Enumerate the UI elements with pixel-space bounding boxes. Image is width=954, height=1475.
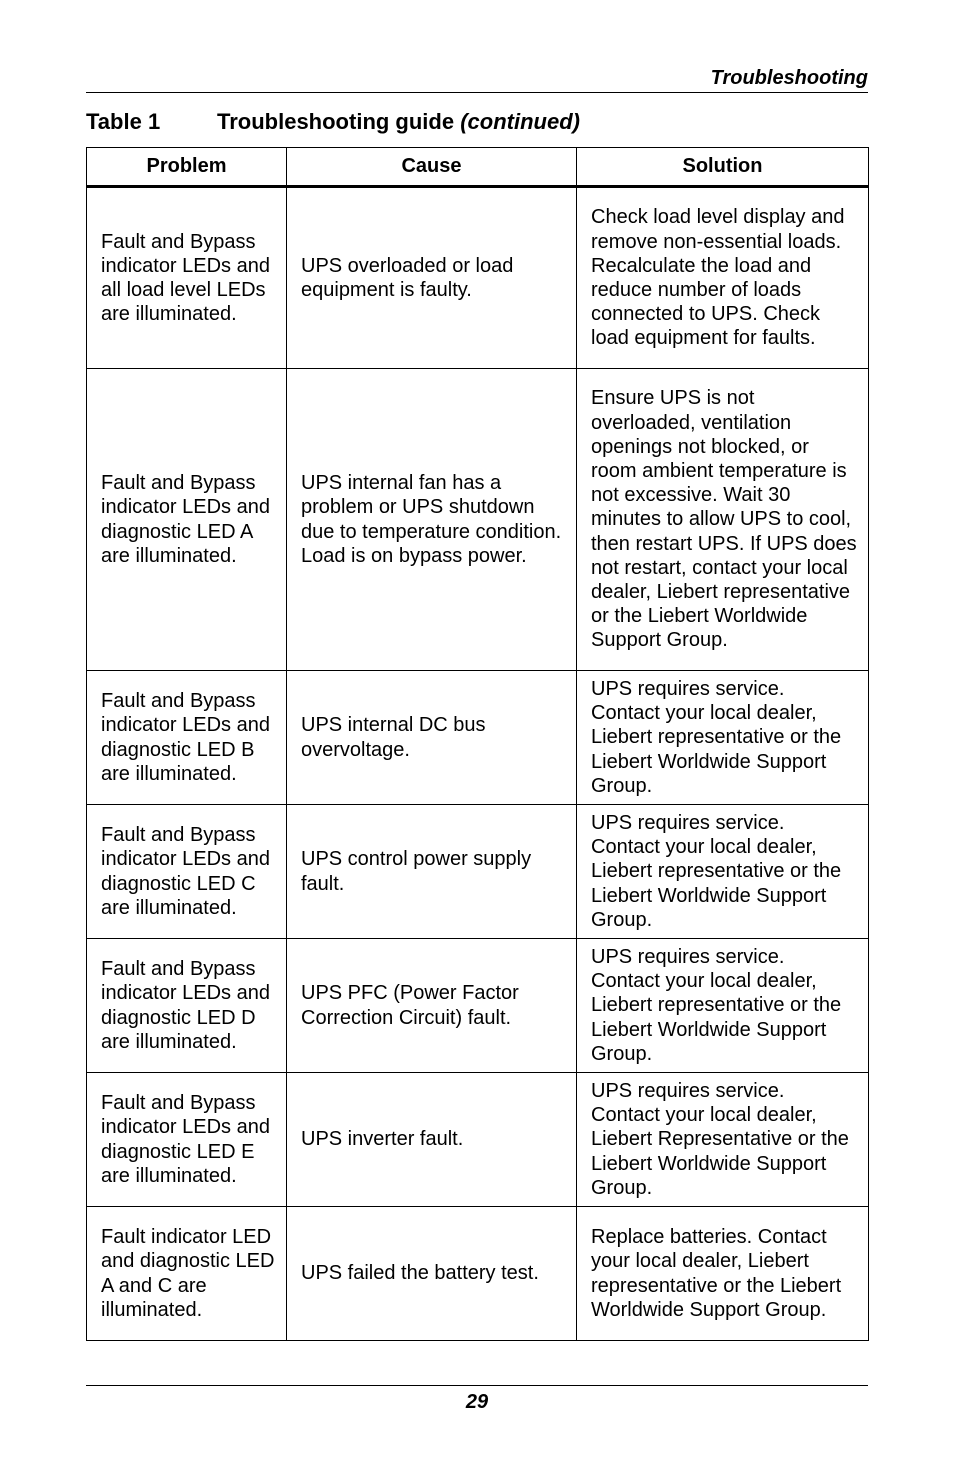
problem-cell: Fault and Bypass indicator LEDs and diagnostic LED E are illuminated. (87, 1073, 287, 1207)
cause-cell: UPS internal DC bus overvoltage. (287, 671, 577, 805)
table-row (87, 939, 869, 1073)
table-row (87, 369, 869, 671)
problem-cell: Fault and Bypass indicator LEDs and diagnostic LED A are illuminated. (87, 369, 287, 671)
cause-cell: UPS internal fan has a problem or UPS shutdown due to temperature condition. Load is on bypass power. (287, 369, 577, 671)
problem-cell: Fault and Bypass indicator LEDs and diagnostic LED C are illuminated. (87, 805, 287, 939)
solution-cell: UPS requires service. Contact your local dealer, Liebert representative or the Liebert Worldwide Support Group. (577, 805, 869, 939)
problem-cell: Fault and Bypass indicator LEDs and diagnostic LED D are illuminated. (87, 939, 287, 1073)
column-header-solution: Solution (577, 148, 869, 187)
table-header-row (87, 148, 869, 187)
table-row (87, 805, 869, 939)
table-caption-label: Table 1 (86, 109, 161, 134)
header-rule (86, 92, 868, 93)
solution-cell: Replace batteries. Contact your local dealer, Liebert representative or the Liebert Worldwide Support Group. (577, 1207, 869, 1341)
solution-cell: UPS requires service. Contact your local dealer, Liebert representative or the Liebert Worldwide Support Group. (577, 671, 869, 805)
table-row (87, 1073, 869, 1207)
problem-cell: Fault indicator LED and diagnostic LED A and C are illuminated. (87, 1207, 287, 1341)
solution-cell: Check load level display and remove non-essential loads. Recalculate the load and reduce number of loads connected to UPS. Check load equipment for faults. (577, 187, 869, 369)
cause-cell: UPS failed the battery test. (287, 1207, 577, 1341)
table-caption-title: Troubleshooting guide (217, 109, 455, 134)
column-header-problem: Problem (87, 148, 287, 187)
solution-cell: UPS requires service. Contact your local dealer, Liebert representative or the Liebert Worldwide Support Group. (577, 939, 869, 1073)
table-caption-suffix: (continued) (460, 109, 580, 134)
page-number: 29 (465, 1391, 489, 1413)
column-header-cause: Cause (287, 148, 577, 187)
cause-cell: UPS inverter fault. (287, 1073, 577, 1207)
table-row (87, 1207, 869, 1341)
cause-cell: UPS PFC (Power Factor Correction Circuit) fault. (287, 939, 577, 1073)
problem-cell: Fault and Bypass indicator LEDs and diagnostic LED B are illuminated. (87, 671, 287, 805)
table-row (87, 671, 869, 805)
solution-cell: UPS requires service. Contact your local dealer, Liebert Representative or the Liebert Worldwide Support Group. (577, 1073, 869, 1207)
problem-cell: Fault and Bypass indicator LEDs and all load level LEDs are illuminated. (87, 187, 287, 369)
table-caption (86, 109, 580, 135)
table-row (87, 187, 869, 369)
troubleshooting-table (86, 147, 869, 1341)
cause-cell: UPS overloaded or load equipment is faulty. (287, 187, 577, 369)
cause-cell: UPS control power supply fault. (287, 805, 577, 939)
footer-rule (86, 1385, 868, 1386)
solution-cell: Ensure UPS is not overloaded, ventilation openings not blocked, or room ambient temperature is not excessive. Wait 30 minutes to allow UPS to cool, then restart UPS. If UPS does not restart, contact your local dealer, Liebert representative or the Liebert Worldwide Support Group. (577, 369, 869, 671)
running-header: Troubleshooting (710, 67, 868, 89)
